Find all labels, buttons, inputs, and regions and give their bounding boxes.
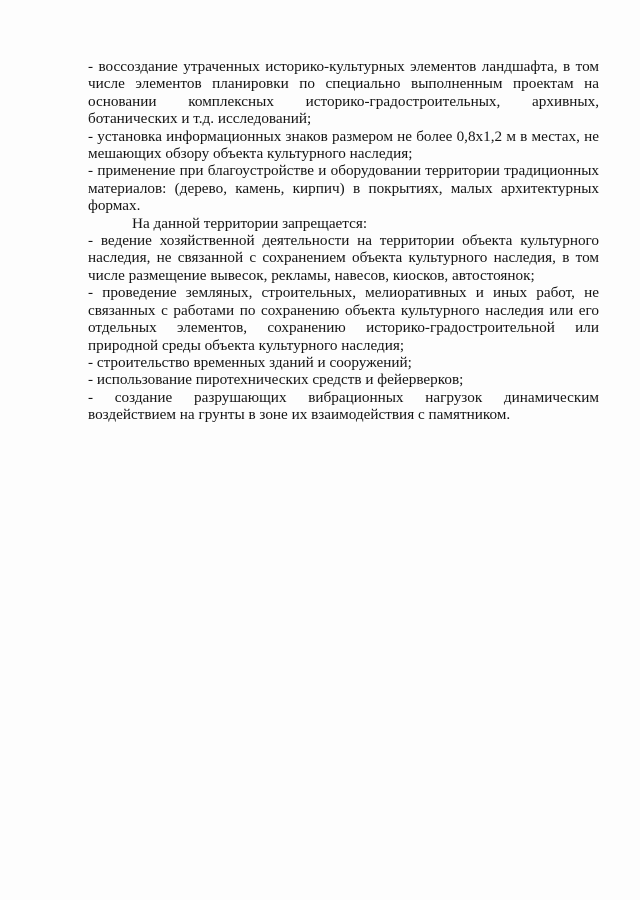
paragraph-earthworks: - проведение земляных, строительных, мелиоративных и иных работ, не связанных с работами по сохранению объекта культурного наследия или его отдельных элементов, сохранению историко-градостроительной или природной среды объекта культурного наследия;	[88, 284, 599, 354]
paragraph-economic-activity: - ведение хозяйственной деятельности на территории объекта культурного наследия, не связанной с сохранением объекта культурного наследия, в том числе размещение вывесок, рекламы, навесов, киосков, автостоянок;	[88, 232, 599, 284]
paragraph-temporary-buildings: - строительство временных зданий и сооружений;	[88, 353, 412, 371]
paragraph-vibration-loads: - создание разрушающих вибрационных нагрузок динамическим воздействием на грунты в зоне их взаимодействия с памятником.	[88, 388, 599, 424]
paragraph-pyrotechnics: - использование пиротехнических средств и фейерверков;	[88, 371, 464, 389]
paragraph-prohibitions-heading: На данной территории запрещается:	[132, 214, 368, 232]
paragraph-landscape-restoration: - воссоздание утраченных историко-культурных элементов ландшафта, в том числе элементов планировки по специально выполненным проектам на основании комплексных историко-градостроительных, архивных, ботанических и т.д. исследований;	[88, 58, 599, 128]
paragraph-information-signs: - установка информационных знаков размером не более 0,8х1,2 м в местах, не мешающих обзору объекта культурного наследия;	[88, 127, 599, 163]
document-body	[88, 58, 599, 424]
paragraph-traditional-materials: - применение при благоустройстве и оборудовании территории традиционных материалов: (дерево, камень, кирпич) в покрытиях, малых архитектурных формах.	[88, 162, 599, 215]
